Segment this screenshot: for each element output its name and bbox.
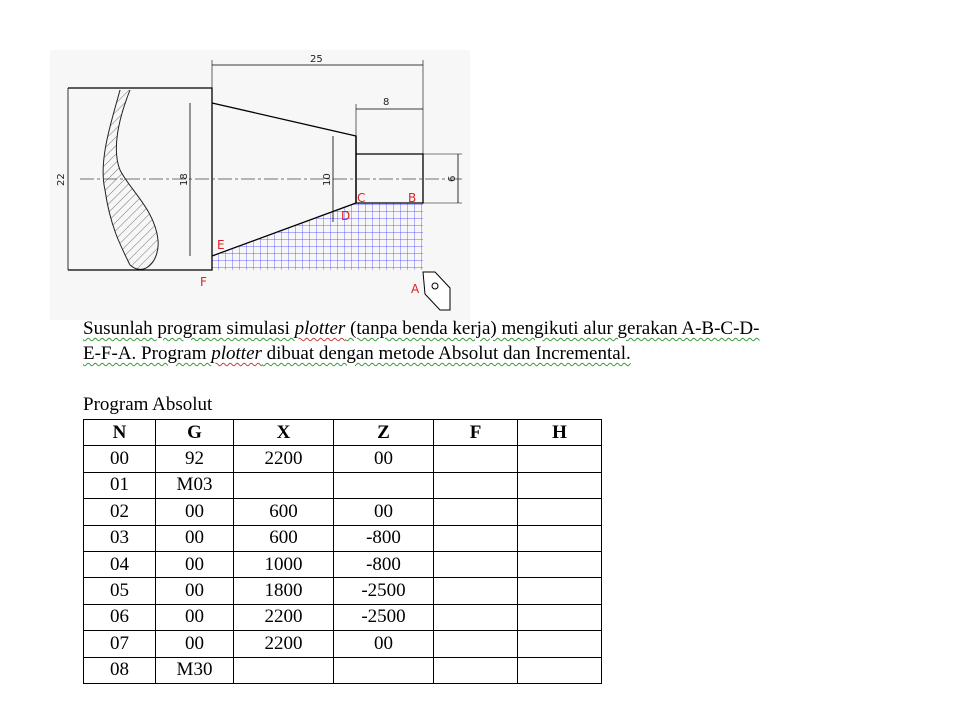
column-header: N [84,420,156,446]
point-label-e: E [217,238,225,252]
table-cell [234,657,334,683]
table-cell: 00 [156,578,234,604]
table-row [84,551,602,577]
point-label-c: C [357,191,366,205]
table-header-row [84,420,602,446]
table-cell: 2200 [234,631,334,657]
table-cell: 92 [156,446,234,472]
dim-label-6: 6 [447,175,458,182]
column-header: X [234,420,334,446]
point-label-d: D [341,209,351,223]
table-cell [334,657,434,683]
column-header: Z [334,420,434,446]
table-cell: 600 [234,525,334,551]
column-header: F [434,420,518,446]
paragraph-text: dibuat dengan metode Absolut dan Incremental. [261,343,631,364]
table-row [84,499,602,525]
table-cell [518,525,602,551]
table-cell: -800 [334,551,434,577]
table-cell: M30 [156,657,234,683]
table-cell: 05 [84,578,156,604]
table-cell: 06 [84,604,156,630]
paragraph-text: Susunlah program simulasi [83,318,295,339]
table-cell: 00 [334,631,434,657]
table-cell: -800 [334,525,434,551]
table-cell: 1000 [234,551,334,577]
table-cell [518,657,602,683]
table-cell: 00 [156,525,234,551]
dim-label-8: 8 [383,97,390,108]
table-cell: 00 [334,499,434,525]
table-cell: -2500 [334,604,434,630]
table-cell: 00 [156,631,234,657]
table-cell [518,578,602,604]
program-table [83,419,602,684]
table-row [84,578,602,604]
paragraph-text: (tanpa benda kerja) mengikuti alur gerakan A-B-C-D- [345,318,760,339]
table-cell: 07 [84,631,156,657]
table-cell: 2200 [234,604,334,630]
table-cell: M03 [156,472,234,498]
table-cell [334,472,434,498]
table-cell: 2200 [234,446,334,472]
technical-drawing [50,50,470,320]
paragraph-text: E-F-A. Program [83,343,212,364]
table-cell: 00 [156,551,234,577]
paragraph-italic: plotter [294,318,346,339]
table-cell [518,631,602,657]
table-cell [518,472,602,498]
table-cell [518,604,602,630]
table-cell [434,631,518,657]
dim-label-22: 22 [56,173,67,186]
table-cell [518,499,602,525]
task-paragraph [83,316,883,366]
table-cell [434,499,518,525]
table-row [84,472,602,498]
paragraph-italic: plotter [211,343,262,364]
dim-label-18: 18 [179,173,190,186]
table-cell: 00 [156,604,234,630]
table-cell: 04 [84,551,156,577]
table-cell: 00 [84,446,156,472]
table-row [84,631,602,657]
table-cell: 02 [84,499,156,525]
table-cell: 08 [84,657,156,683]
table-cell: 00 [334,446,434,472]
table-cell [434,446,518,472]
table-row [84,657,602,683]
table-cell [434,525,518,551]
table-cell: 03 [84,525,156,551]
table-cell [434,604,518,630]
point-label-f: F [200,275,207,289]
dim-label-25: 25 [310,54,323,65]
table-cell [234,472,334,498]
table-cell: 1800 [234,578,334,604]
table-cell: 00 [156,499,234,525]
table-cell: 01 [84,472,156,498]
column-header: H [518,420,602,446]
table-cell [434,551,518,577]
table-cell: 600 [234,499,334,525]
table-cell [434,657,518,683]
point-label-b: B [408,191,417,205]
table-row [84,604,602,630]
column-header: G [156,420,234,446]
table-cell [434,472,518,498]
table-cell [518,446,602,472]
point-label-a: A [411,282,420,296]
table-cell [518,551,602,577]
table-cell: -2500 [334,578,434,604]
dim-label-10: 10 [322,173,333,186]
table-cell [434,578,518,604]
table-row [84,525,602,551]
table-row [84,446,602,472]
program-title: Program Absolut [83,394,213,415]
